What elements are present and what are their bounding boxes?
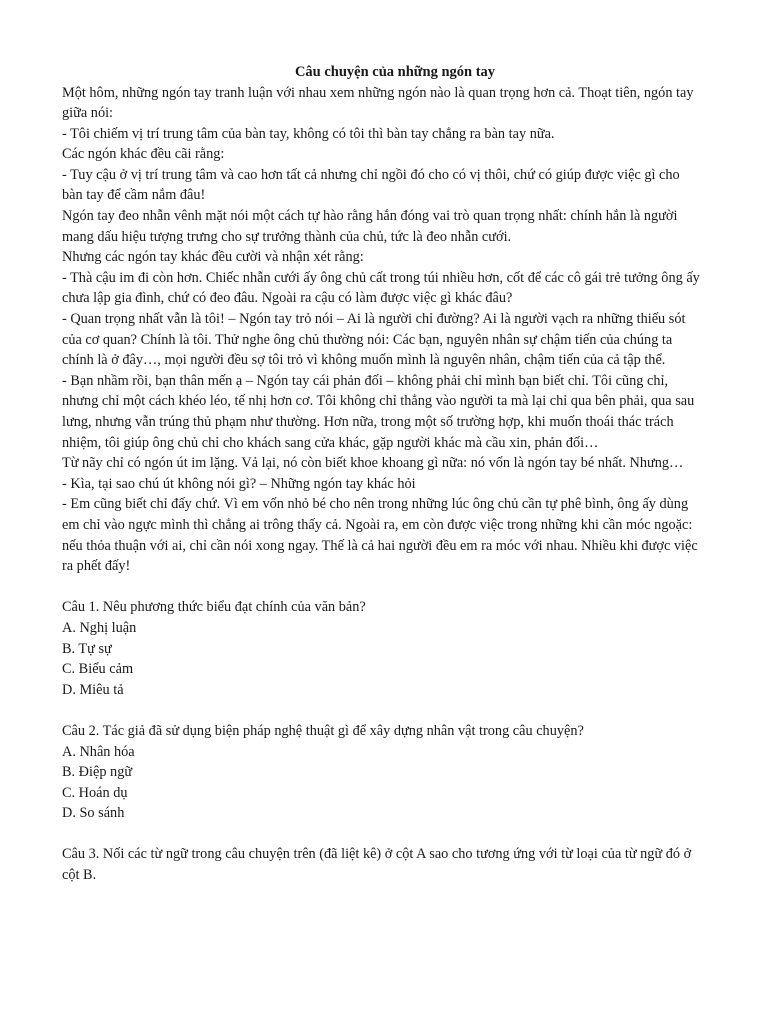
paragraph-gap bbox=[62, 824, 728, 845]
question-2: Câu 2. Tác giả đã sử dụng biện pháp nghệ thuật gì để xây dựng nhân vật trong câu chuyện? bbox=[62, 722, 584, 739]
story-line: - Bạn nhầm rồi, bạn thân mến ạ – Ngón tay cái phản đối – không phải chỉ mình bạn biết chỉ. Tôi cũng chỉ, bbox=[62, 372, 669, 389]
paragraph-gap bbox=[62, 577, 728, 598]
story-line: - Quan trọng nhất vẫn là tôi! – Ngón tay trỏ nói – Ai là người chỉ đường? Ai là người vạch ra những thiếu sót bbox=[62, 311, 686, 328]
story-line: lưng, nhưng vẫn trúng thủ phạm như thường. Hơn nữa, trong một số trường hợp, khi muốn thoái thác trách bbox=[62, 414, 674, 430]
story-line: Các ngón khác đều cãi rằng: bbox=[62, 146, 225, 163]
question-2-option-b: B. Điệp ngữ bbox=[62, 764, 133, 781]
story-text bbox=[62, 83, 728, 886]
story-line: ra phết đấy! bbox=[62, 558, 131, 575]
story-line: em chỉ vào ngực mình thì chẳng ai trông thấy cả. Ngoài ra, em còn được việc trong những khi cần móc ngoặc: bbox=[62, 516, 693, 533]
question-1-option-a: A. Nghị luận bbox=[62, 619, 137, 636]
question-3-line: Câu 3. Nối các từ ngữ trong câu chuyện trên (đã liệt kê) ở cột A sao cho tương ứng với từ loại của từ ngữ đó ở bbox=[62, 846, 692, 863]
story-line: - Thà cậu im đi còn hơn. Chiếc nhẫn cưới ấy ông chủ cất trong túi nhiều hơn, cốt để các cô gái trẻ tưởng ông ấy bbox=[62, 269, 700, 286]
story-line: - Em cũng biết chỉ đấy chứ. Vì em vốn nhỏ bé cho nên trong những lúc ông chủ cần tự phê bình, ông ấy dùng bbox=[62, 496, 689, 513]
question-1-option-d: D. Miêu tả bbox=[62, 681, 124, 698]
story-line: giữa nói: bbox=[62, 105, 114, 122]
story-line: Nhưng các ngón tay khác đều cười và nhận xét rằng: bbox=[62, 249, 364, 266]
question-2-option-c: C. Hoán dụ bbox=[62, 784, 128, 801]
question-2-option-d: D. So sánh bbox=[62, 805, 125, 822]
story-line: - Tuy cậu ở vị trí trung tâm và cao hơn tất cả nhưng chỉ ngồi đó cho có vị thôi, chứ có giúp được việc gì cho bbox=[62, 166, 680, 183]
story-line: Ngón tay đeo nhẫn vênh mặt nói một cách tự hào rằng hắn đóng vai trò quan trọng nhất: chính hắn là người bbox=[62, 208, 678, 225]
story-line: nếu thỏa thuận với ai, chỉ cần nói xong ngay. Thế là cả hai người đều em ra móc với nhau. Nhiều khi được việc bbox=[62, 537, 698, 554]
question-1: Câu 1. Nêu phương thức biểu đạt chính của văn bản? bbox=[62, 599, 366, 616]
story-line: Một hôm, những ngón tay tranh luận với nhau xem những ngón nào là quan trọng hơn cả. Thoạt tiên, ngón tay bbox=[62, 84, 694, 101]
question-3-line: cột B. bbox=[62, 867, 97, 884]
story-line: chưa lập gia đình, chứ có đeo đâu. Ngoài ra cậu có làm được việc gì khác đâu? bbox=[62, 290, 513, 307]
story-line: bàn tay để cầm nắm đâu! bbox=[62, 187, 206, 204]
question-2-option-a: A. Nhân hóa bbox=[62, 743, 135, 760]
story-line: mang dấu hiệu tượng trưng cho sự trưởng thành của chủ, tức là đeo nhẫn cưới. bbox=[62, 228, 512, 245]
document-title: Câu chuyện của những ngón tay bbox=[294, 64, 496, 80]
story-line: - Kìa, tại sao chú út không nói gì? – Những ngón tay khác hỏi bbox=[62, 475, 416, 492]
story-line: nhưng chỉ một cách khéo léo, tế nhị hơn cơ. Tôi không chỉ thẳng vào người ta mà lại chỉ qua bên phải, qua sau bbox=[62, 393, 695, 410]
paragraph-gap bbox=[62, 700, 728, 721]
question-1-option-c: C. Biểu cảm bbox=[62, 661, 134, 678]
story-line: của cơ quan? Chính là tôi. Thử nghe ông chủ thường nói: Các bạn, nguyên nhân sự chậm tiến của chúng ta bbox=[62, 331, 673, 348]
story-line: - Tôi chiếm vị trí trung tâm của bàn tay, không có tôi thì bàn tay chẳng ra bàn tay nữa. bbox=[62, 125, 555, 142]
story-line: nhiệm, tôi giúp ông chủ chỉ cho khách sang cửa khác, gặp người khác mà cầu xin, phản đối… bbox=[62, 434, 599, 451]
question-1-option-b: B. Tự sự bbox=[62, 640, 112, 657]
story-line: chính là ở đây…, mọi người đều sợ tôi trỏ vì không muốn mình là nguyên nhân, chậm tiến của cả tập thể. bbox=[62, 352, 666, 369]
story-line: Từ nãy chỉ có ngón út im lặng. Vả lại, nó còn biết khoe khoang gì nữa: nó vốn là ngón tay bé nhất. Nhưng… bbox=[62, 455, 684, 472]
